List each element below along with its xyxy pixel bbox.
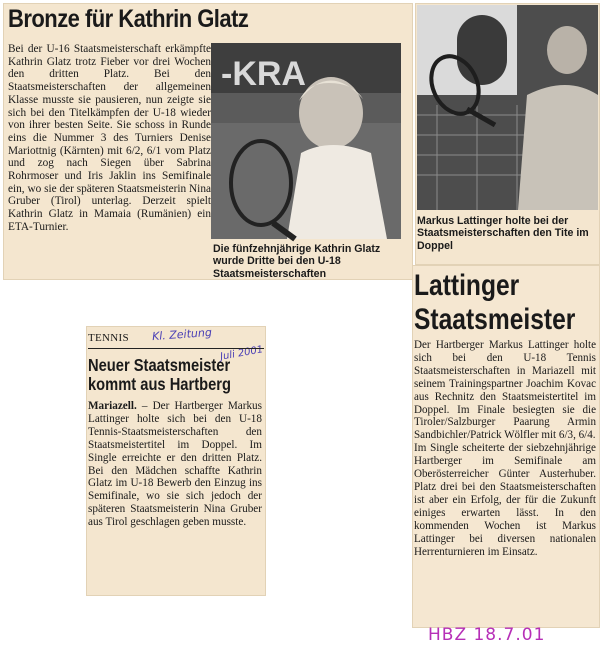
article-text: – Der Hartberger Markus Lattinger holte sich bei den U-18 Tennis-Staatsmeisterschaften den Staatsmeistertitel im Doppel. Im Single erreichte er den dritten Platz. Bei den Mädchen schaffte Kathrin Glatz im U-18 Bewerb den Einzug ins Semifinale, wo sie sich jedoch der späteren Staatsmeisterin Nina Gruber aus Tirol geschlagen geben musste. (88, 400, 262, 529)
dateline: Mariazell. (88, 400, 137, 412)
clipping-lattinger-photo (415, 3, 600, 265)
tennis-player-photo (211, 43, 401, 239)
headline-line-2: Staatsmeister (414, 303, 576, 336)
headline-bronze: Bronze für Kathrin Glatz (8, 5, 249, 33)
section-label: TENNIS (88, 332, 129, 344)
headline-line-2: kommt aus Hartberg (88, 373, 231, 394)
photo-caption-lattinger: Markus Lattinger holte bei der Staatsmeisterschaften den Tite im Doppel (417, 215, 589, 252)
clipping-neuer-staatsmeister (86, 326, 266, 596)
article-body-bronze: Bei der U-16 Staatsmeisterschaft erkämpfte Kathrin Glatz trotz Fieber vor drei Wochen den dritten Platz. Bei den Staatsmeisterschaften der allgemeinen Klasse musste sie pausieren, nun zeigte sie sich bei den Titelkämpfen der U-18 wieder von ihrer besten Seite. Sie schoss in Runde eins die Nummer 3 des Turniers Denise Mariottnig (Kärnten) mit 6/2, 6/1 vom Platz und zog nach Siegen über Sabrina Rohrmoser und Iris Jaklin ins Semifinale ein, wo sie der späteren Staatsmeisterin Nina Gruber (Tirol) unterlag. Derzeit spielt Kathrin Glatz in Mamaia (Rumänien) ein ETA-Turnier. (8, 43, 211, 233)
paragraph-1: Der Hartberger Markus Lattinger holte sich bei den U-18 Tennis Staatsmeisterschaften in Mariazell mit seinem Trainingspartner Joachim Kovac aus Rechnitz den Staatsmeistertitel im Doppel. Im Finale besiegten sie die Tiroler/Salzburger Paarung Armin Sandbichler/Patrick Wölfler mit 6/3, 6/4. (414, 339, 596, 442)
article-body-neuer-staatsmeister (88, 400, 262, 529)
headline-line-1: Lattinger (414, 269, 520, 302)
section-divider (88, 348, 264, 349)
article-body-lattinger (414, 339, 596, 558)
paragraph-2: Im Single scheiterte der siebzehnjährige Hartberger im Semifinale am Oberösterreicher Günter Austerhuber. Platz drei bei den Staatsmeisterschaften ist aber ein Erfolg, der für die Zukunft einiges erwarten lässt. In den kommenden Wochen ist Markus Lattinger bei diversen nationalen Herrenturnieren im Einsatz. (414, 442, 596, 558)
tennis-player-photo (417, 5, 598, 210)
clipping-lattinger-staatsmeister (412, 265, 600, 645)
headline-lattinger (414, 269, 575, 337)
svg-text:-KRA: -KRA (221, 55, 306, 93)
headline-line-1: Neuer Staatsmeister (88, 355, 231, 375)
handwritten-source: Kl. Zeitung (151, 325, 213, 344)
photo-caption-kathrin-glatz: Die fünfzehnjährige Kathrin Glatz wurde Dritte bei den U-18 Staatsmeisterschaften (213, 243, 381, 280)
clipping-bronze-kathrin-glatz (3, 3, 413, 280)
photo-kathrin-glatz (211, 43, 401, 239)
handwritten-source-note: HBZ 18.7.01 (428, 625, 546, 645)
handwritten-date: Juli 2001 (219, 344, 265, 363)
photo-markus-lattinger (417, 5, 598, 210)
headline-neuer-staatsmeister (88, 356, 231, 393)
